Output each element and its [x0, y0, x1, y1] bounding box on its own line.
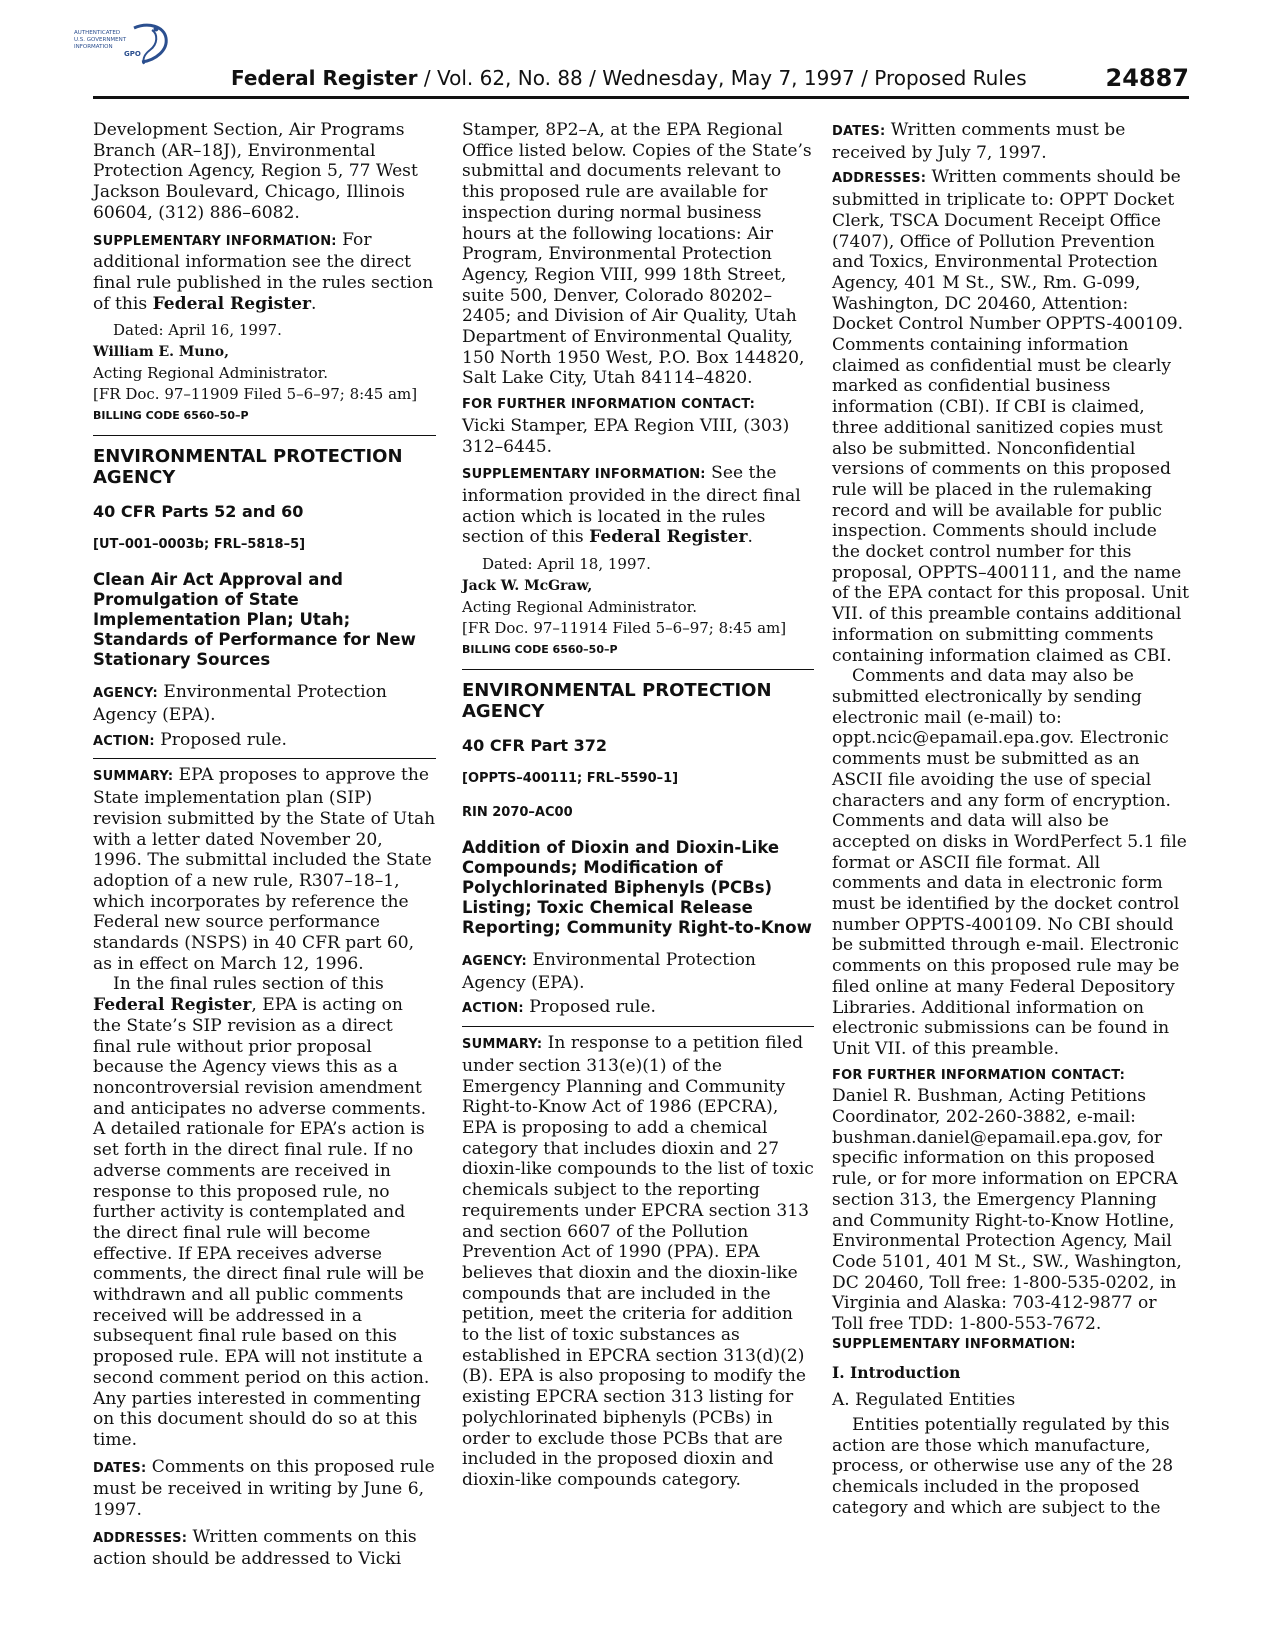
signer-1: William E. Muno, [93, 344, 229, 361]
signer-2: Jack W. McGraw, [462, 578, 593, 595]
docket-1: [UT–001–0003b; FRL–5818–5] [93, 537, 306, 553]
rule-title-2: Addition of Dioxin and Dioxin-Like Compounds; Modification of Polychlorinated Biphenyls (PCBs) Listing; Toxic Chemical Release Reporting; Community Right-to-Know [462, 838, 812, 938]
column-2 [462, 120, 814, 1491]
continued-address: Development Section, Air Programs Branch (AR–18J), Environmental Protection Agency, Region 5, 77 West Jackson Boulevard, Chicago, Illinois 60604, (312) 886–6082. [93, 120, 418, 223]
action-line-2: ACTION: Proposed rule. [462, 997, 656, 1018]
header-title: Federal Register / Vol. 62, No. 88 / Wednesday, May 7, 1997 / Proposed Rules [231, 66, 1027, 90]
signer-title-2: Acting Regional Administrator. [462, 598, 697, 617]
ffi-label-3: FOR FURTHER INFORMATION CONTACT: [832, 1067, 1125, 1083]
agency-line-2: AGENCY: Environmental Protection Agency (EPA). [462, 950, 756, 993]
electronic-comments-para: Comments and data may also be submitted electronically by sending electronic mail (e-mail) to: oppt.ncic@epamail.epa.gov. Electronic comments must be submitted as an ASCII file avoiding the use of special characters and any form of encryption. Comments and data will also be accepted on disks in WordPerfect 5.1 file format or ASCII file format. All comments and data in electronic form must be identified by the docket control number OPPTS-400109. No CBI should be submitted through e-mail. Electronic comments on this proposed rule may be filed online at many Federal Depository Libraries. Additional information on electronic submissions can be found in Unit VII. of this preamble. [832, 666, 1187, 1059]
svg-text:GPO: GPO [124, 50, 141, 58]
supp-label-3: SUPPLEMENTARY INFORMATION: [832, 1336, 1076, 1352]
dates-1: DATES: Comments on this proposed rule must be received in writing by June 6, 1997. [93, 1456, 435, 1521]
dated-1: Dated: April 16, 1997. [113, 321, 282, 340]
continued-text-2: Stamper, 8P2–A, at the EPA Regional Office listed below. Copies of the State’s submittal and documents relevant to this proposed rule are available for inspection during normal business hours at the following locations: Air Program, Environmental Protection Agency, Region VIII, 999 18th Street, suite 500, Denver, Colorado 80202–2405; and Division of Air Quality, Utah Department of Environmental Quality, 150 North 1950 West, P.O. Box 144820, Salt Lake City, Utah 84114–4820. [462, 120, 812, 389]
dated-2: Dated: April 18, 1997. [482, 555, 651, 574]
section-heading: I. Introduction [832, 1363, 961, 1383]
agency-heading-1: ENVIRONMENTAL PROTECTION AGENCY [93, 446, 403, 489]
addresses-1: ADDRESSES: Written comments on this action should be addressed to Vicki [93, 1526, 417, 1570]
dates-3: DATES: Written comments must be received by July 7, 1997. [832, 120, 1126, 163]
header-rule [93, 96, 1189, 99]
subsection-heading: A. Regulated Entities [832, 1390, 1016, 1411]
fr-doc-1: [FR Doc. 97–11909 Filed 5–6–97; 8:45 am] [93, 385, 418, 404]
rule-title-1: Clean Air Act Approval and Promulgation of State Implementation Plan; Utah; Standards of Performance for New Stationary Sources [93, 570, 416, 670]
ffi-text-2: Vicki Stamper, EPA Region VIII, (303) 312–6445. [462, 415, 790, 457]
divider-1b [93, 758, 436, 759]
supplementary-info-1: SUPPLEMENTARY INFORMATION: For additional information see the direct final rule published in the rules section of this Federal Register. [93, 229, 434, 314]
summary-para-2: In the final rules section of this Federal Register, EPA is acting on the State’s SIP revision as a direct final rule without prior proposal because the Agency views this as a noncontroversial revision amendment and anticipates no adverse comments. A detailed rationale for EPA’s action is set forth in the direct final rule. If no adverse comments are received in response to this proposed rule, no further activity is contemplated and the direct final rule will become effective. If EPA receives adverse comments, the direct final rule will be withdrawn and all public comments received will be addressed in a subsequent final rule based on this proposed rule. EPA will not institute a second comment period on this action. Any parties interested in commenting on this document should do so at this time. [93, 974, 430, 1450]
supplementary-info-2: SUPPLEMENTARY INFORMATION: See the information provided in the direct final action which is located in the rules section of this Federal Register. [462, 463, 801, 548]
summary-1: SUMMARY: EPA proposes to approve the State implementation plan (SIP) revision submitted by the State of Utah with a letter dated November 20, 1996. The submittal included the State adoption of a new rule, R307–18–1, which incorporates by reference the Federal new source performance standards (NSPS) in 40 CFR part 60, as in effect on March 12, 1996. [93, 765, 436, 974]
action-line-1: ACTION: Proposed rule. [93, 729, 287, 750]
divider-2 [462, 669, 814, 670]
ffi-text-3: Daniel R. Bushman, Acting Petitions Coordinator, 202-260-3882, e-mail: bushman.daniel@epamail.epa.gov, for specific information on this proposed rule, or for more information on EPCRA section 313, the Emergency Planning and Community Right-to-Know Hotline, Environmental Protection Agency, Mail Code 5101, 401 M St., SW., Washington, DC 20460, Toll free: 1-800-535-0202, in Virginia and Alaska: 703-412-9877 or Toll free TDD: 1-800-553-7672. [832, 1086, 1182, 1335]
regulated-entities-para: Entities potentially regulated by this action are those which manufacture, process, or otherwise use any of the 28 chemicals included in the proposed category and which are subject to the [832, 1414, 1174, 1518]
cfr-parts-1: 40 CFR Parts 52 and 60 [93, 502, 304, 522]
addresses-3: ADDRESSES: Written comments should be submitted in triplicate to: OPPT Docket Clerk, TSCA Document Receipt Office (7407), Office of Pollution Prevention and Toxics, Environmental Protection Agency, 401 M St., SW., Rm. G-099, Washington, DC 20460, Attention: Docket Control Number OPPTS-400109. Comments containing information claimed as confidential must be clearly marked as confidential business information (CBI). If CBI is claimed, three additional sanitized copies must also be submitted. Nonconfidential versions of comments on this proposed rule will be placed in the rulemaking record and will be available for public inspection. Comments should include the docket control number for this proposal, OPPTS–400111, and the name of the EPA contact for this proposal. Unit VII. of this preamble contains additional information on submitting comments containing information claimed as CBI. [832, 167, 1189, 666]
svg-text:AUTHENTICATED: AUTHENTICATED [74, 30, 121, 36]
column-3 [832, 120, 1189, 1518]
billing-code-1: BILLING CODE 6560–50–P [93, 409, 249, 423]
running-header [93, 62, 1189, 92]
rin-2: RIN 2070–AC00 [462, 805, 573, 821]
svg-text:U.S. GOVERNMENT: U.S. GOVERNMENT [74, 37, 127, 43]
agency-line-1: AGENCY: Environmental Protection Agency (EPA). [93, 682, 387, 726]
column-1 [93, 120, 436, 1570]
agency-heading-2: ENVIRONMENTAL PROTECTION AGENCY [462, 680, 772, 723]
docket-2: [OPPTS–400111; FRL–5590–1] [462, 771, 679, 787]
svg-text:INFORMATION: INFORMATION [74, 44, 113, 50]
gpo-authenticated-logo [72, 20, 172, 68]
cfr-parts-2: 40 CFR Part 372 [462, 736, 607, 756]
divider-1 [93, 435, 436, 436]
signer-title-1: Acting Regional Administrator. [93, 364, 328, 383]
summary-2: SUMMARY: In response to a petition filed under section 313(e)(1) of the Emergency Planning and Community Right-to-Know Act of 1986 (EPCRA), EPA is proposing to add a chemical category that includes dioxin and 27 dioxin-like compounds to the list of toxic chemicals subject to the reporting requirements under EPCRA section 313 and section 6607 of the Pollution Prevention Act of 1990 (PPA). EPA believes that dioxin and the dioxin-like compounds that are included in the petition, meet the criteria for addition to the list of toxic substances as established in EPCRA section 313(d)(2)(B). EPA is also proposing to modify the existing EPCRA section 313 listing for polychlorinated biphenyls (PCBs) in order to exclude those PCBs that are included in the proposed dioxin and dioxin-like compounds category. [462, 1033, 814, 1490]
fr-doc-2: [FR Doc. 97–11914 Filed 5–6–97; 8:45 am] [462, 619, 787, 638]
ffi-label-2: FOR FURTHER INFORMATION CONTACT: [462, 397, 755, 413]
page-number: 24887 [1105, 64, 1189, 92]
divider-2b [462, 1026, 814, 1027]
billing-code-2: BILLING CODE 6560–50–P [462, 643, 618, 657]
